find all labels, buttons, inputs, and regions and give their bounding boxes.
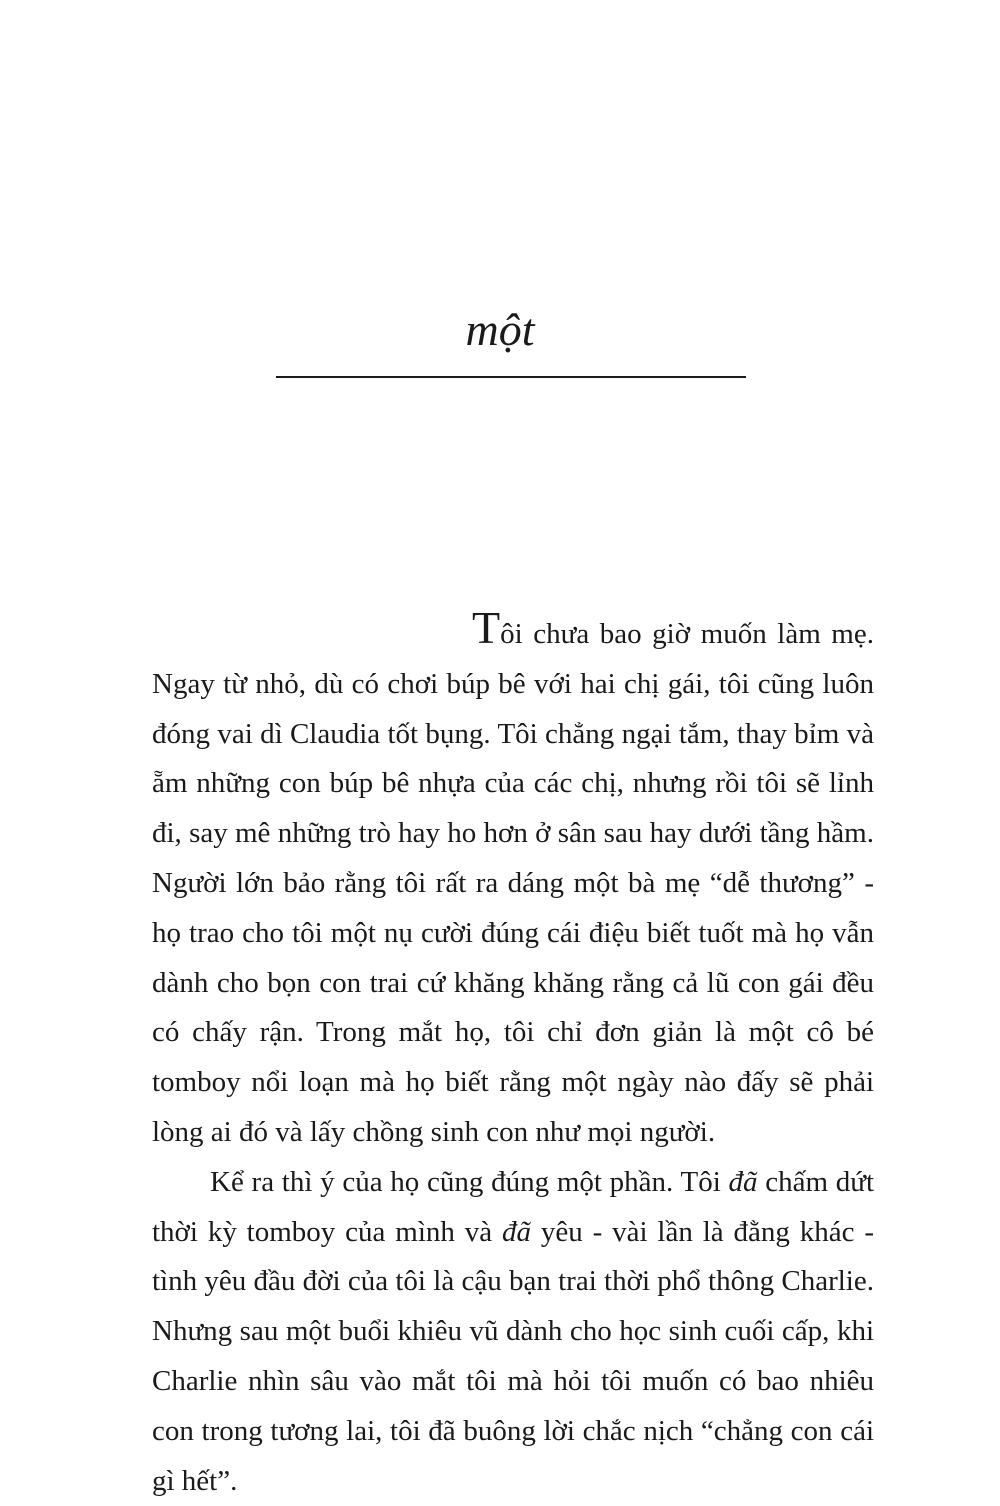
- paragraph-2-text-c: yêu - vài lần là đằng khác - tình yêu đầu đời của tôi là cậu bạn trai thời phổ thông Charlie. Nhưng sau một buổi khiêu vũ dành cho học sinh cuối cấp, khi Charlie nhìn sâu vào mắt tôi mà hỏi tôi muốn có bao nhiêu con trong tương lai, tôi đã buông lời chắc nịch “chẳng con cái gì hết”.: [152, 1215, 874, 1497]
- paragraph-1-text: ôi chưa bao giờ muốn làm mẹ. Ngay từ nhỏ, dù có chơi búp bê với hai chị gái, tôi cũng luôn đóng vai dì Claudia tốt bụng. Tôi chẳng ngại tắm, thay bỉm và ẵm những con búp bê nhựa của các chị, nhưng rồi tôi sẽ lỉnh đi, say mê những trò hay ho hơn ở sân sau hay dưới tầng hầm. Người lớn bảo rằng tôi rất ra dáng một bà mẹ “dễ thương” - họ trao cho tôi một nụ cười đúng cái điệu biết tuốt mà họ vẫn dành cho bọn con trai cứ khăng khăng rằng cả lũ con gái đều có chấy rận. Trong mắt họ, tôi chỉ đơn giản là một cô bé tomboy nổi loạn mà họ biết rằng một ngày nào đấy sẽ phải lòng ai đó và lấy chồng sinh con như mọi người.: [152, 618, 874, 1148]
- paragraph-2-text-b: chấm dứt thời kỳ tomboy của mình và: [152, 1165, 874, 1248]
- paragraph-2-emphasis-b: đã: [501, 1215, 531, 1248]
- paragraph-1: [152, 602, 874, 1158]
- chapter-title: một: [465, 304, 535, 355]
- chapter-body: [152, 602, 874, 1506]
- chapter-title-rule: [276, 376, 746, 378]
- paragraph-2-text-a: Kể ra thì ý của họ cũng đúng một phần. Tôi: [210, 1165, 729, 1198]
- drop-cap: T: [472, 602, 501, 653]
- paragraph-2-emphasis-a: đã: [728, 1165, 758, 1198]
- paragraph-2: [152, 1158, 874, 1506]
